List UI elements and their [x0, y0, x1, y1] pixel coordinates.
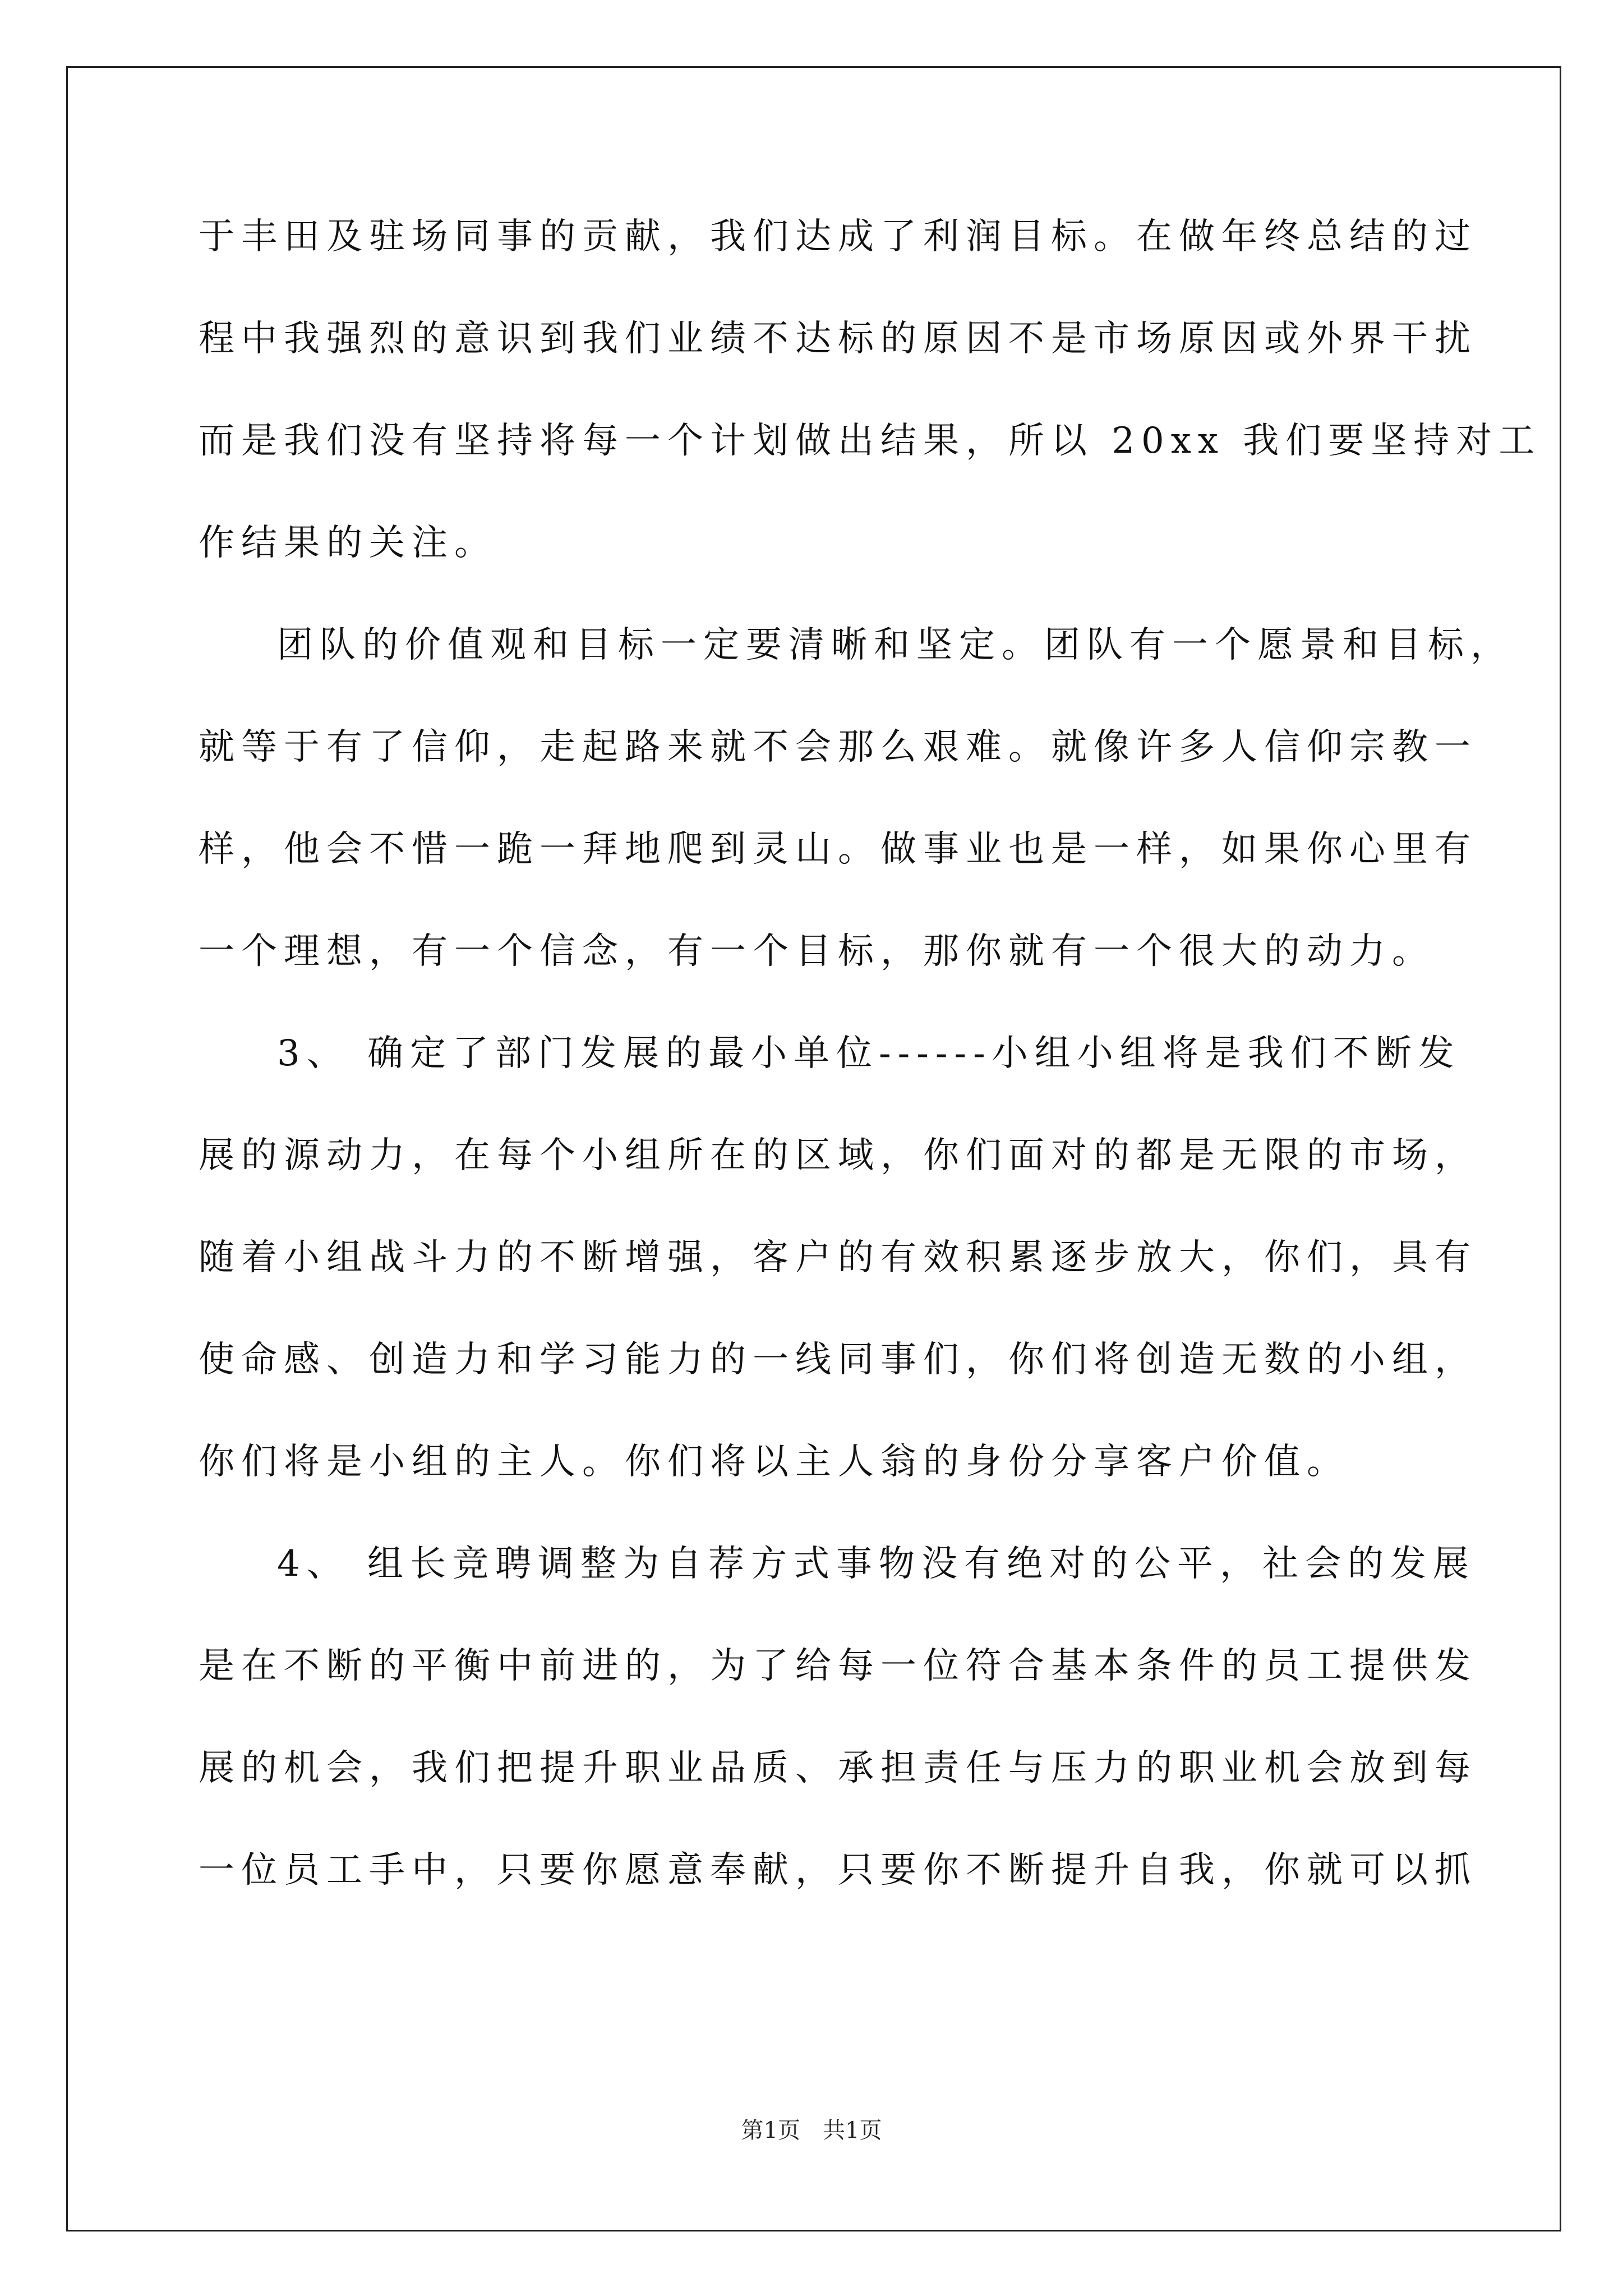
page-footer: 第1页 共1页 [741, 2118, 882, 2143]
